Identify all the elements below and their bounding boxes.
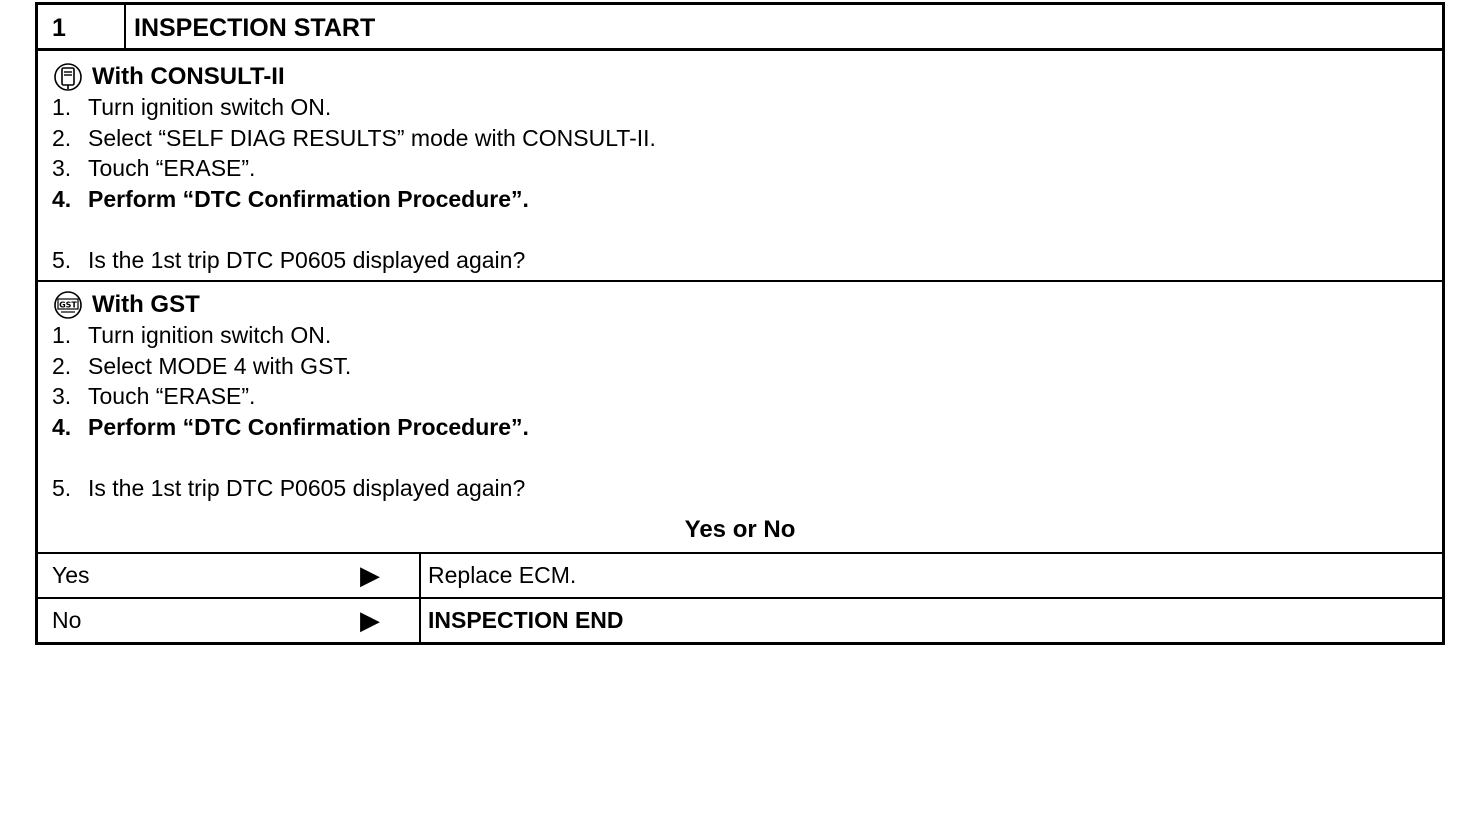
answer-label: No	[52, 607, 82, 633]
consult-heading-row	[52, 62, 1432, 92]
gst-step-2: 2. Select MODE 4 with GST.	[52, 352, 352, 379]
gst-step-3: 3. Touch “ERASE”.	[52, 383, 256, 409]
answer-row-no	[38, 599, 1442, 642]
answer-label: Yes	[52, 562, 90, 588]
answer-action: Replace ECM.	[428, 562, 577, 588]
answer-row-yes	[38, 554, 1442, 599]
gst-tool-icon	[52, 290, 84, 320]
gst-step-5: 5. Is the 1st trip DTC P0605 displayed again?	[52, 474, 526, 501]
gst-section	[38, 282, 1442, 554]
consult-step-4: 4. Perform “DTC Confirmation Procedure”.	[52, 185, 529, 212]
step-title: INSPECTION START	[134, 14, 376, 42]
inspection-table	[35, 2, 1445, 645]
svg-text:GST: GST	[59, 300, 77, 310]
gst-step-4: 4. Perform “DTC Confirmation Procedure”.	[52, 413, 529, 440]
consult-step-3: 3. Touch “ERASE”.	[52, 155, 256, 181]
step-header-row	[38, 5, 1442, 51]
arrow-right-icon: ▶	[360, 605, 380, 635]
arrow-right-icon: ▶	[360, 560, 380, 590]
consult-step-5: 5. Is the 1st trip DTC P0605 displayed again?	[52, 246, 526, 273]
step-number: 1	[38, 5, 126, 51]
yes-or-no-question: Yes or No	[684, 516, 796, 543]
answer-action: INSPECTION END	[428, 607, 624, 633]
gst-step-1: 1. Turn ignition switch ON.	[52, 322, 332, 348]
gst-heading-row	[52, 290, 1432, 320]
consult-step-2: 2. Select “SELF DIAG RESULTS” mode with CONSULT-II.	[52, 124, 656, 151]
consult-step-1: 1. Turn ignition switch ON.	[52, 94, 332, 120]
consult-section	[38, 54, 1442, 282]
gst-heading: With GST	[92, 291, 200, 318]
consult-heading: With CONSULT-II	[92, 63, 285, 90]
consult-tool-icon	[52, 62, 84, 92]
